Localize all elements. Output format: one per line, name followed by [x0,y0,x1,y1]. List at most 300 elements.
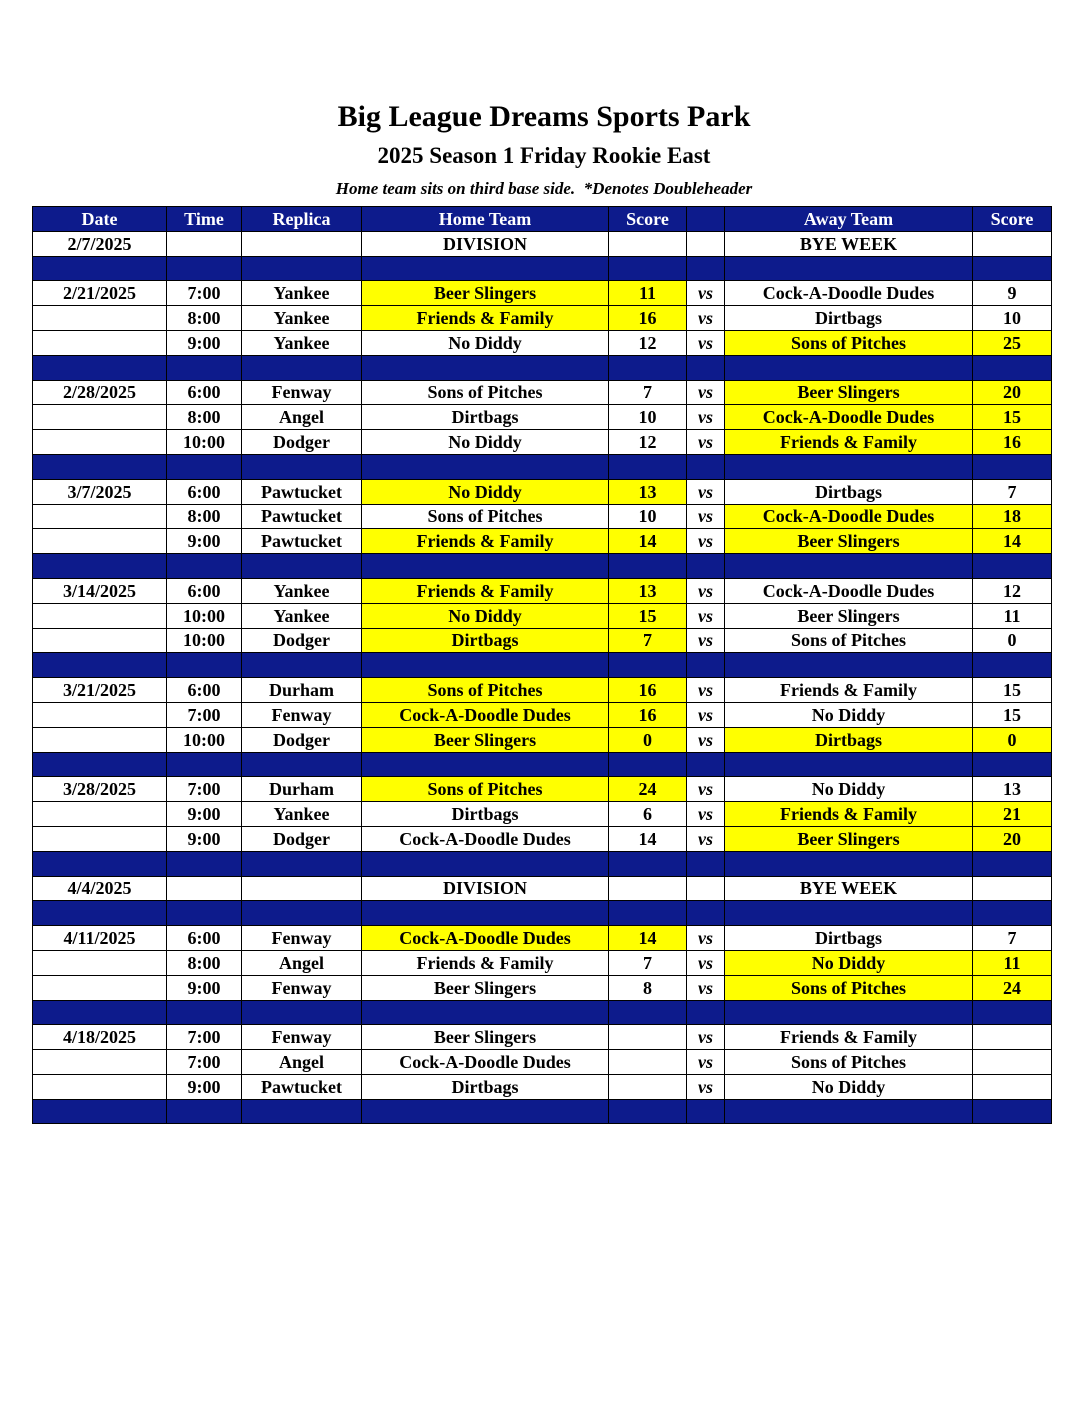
separator-cell [242,554,362,579]
home-team-cell: Beer Slingers [362,281,609,306]
away-team-cell: Sons of Pitches [725,628,973,653]
vs-cell: vs [687,430,725,455]
time-cell: 6:00 [167,926,242,951]
home-team-cell: Friends & Family [362,306,609,331]
home-score-cell: 24 [609,777,687,802]
away-score-cell [973,1050,1052,1075]
separator-cell [362,851,609,876]
vs-cell: vs [687,1074,725,1099]
replica-cell: Yankee [242,281,362,306]
separator-cell [167,1000,242,1025]
away-score-cell [973,876,1052,901]
away-score-cell: 21 [973,802,1052,827]
time-cell: 6:00 [167,678,242,703]
away-team-cell: BYE WEEK [725,231,973,256]
away-score-cell: 15 [973,702,1052,727]
home-score-cell [609,231,687,256]
date-cell [33,702,167,727]
vs-cell: vs [687,1025,725,1050]
vs-cell: vs [687,702,725,727]
separator-cell [362,653,609,678]
time-cell: 7:00 [167,1050,242,1075]
time-cell: 10:00 [167,727,242,752]
separator-cell [609,355,687,380]
away-team-cell: Dirtbags [725,306,973,331]
separator-cell [167,1099,242,1124]
away-score-cell: 0 [973,628,1052,653]
week-separator-row [33,256,1052,281]
away-score-cell: 24 [973,975,1052,1000]
home-team-cell: Cock-A-Doodle Dudes [362,826,609,851]
date-cell: 3/7/2025 [33,479,167,504]
separator-cell [609,653,687,678]
time-cell [167,231,242,256]
time-cell: 10:00 [167,628,242,653]
away-team-cell: Cock-A-Doodle Dudes [725,405,973,430]
home-score-cell: 8 [609,975,687,1000]
replica-cell: Pawtucket [242,479,362,504]
date-cell: 2/21/2025 [33,281,167,306]
vs-cell: vs [687,330,725,355]
separator-cell [362,1000,609,1025]
separator-cell [167,454,242,479]
away-team-cell: No Diddy [725,702,973,727]
separator-cell [609,1000,687,1025]
time-cell: 6:00 [167,578,242,603]
away-team-cell: Dirtbags [725,479,973,504]
vs-cell: vs [687,975,725,1000]
away-score-cell: 20 [973,380,1052,405]
time-cell [167,876,242,901]
separator-cell [973,554,1052,579]
away-score-cell: 7 [973,479,1052,504]
replica-cell [242,876,362,901]
game-row [33,603,1052,628]
separator-cell [687,256,725,281]
time-cell: 8:00 [167,306,242,331]
away-team-cell: Cock-A-Doodle Dudes [725,578,973,603]
away-team-cell: Beer Slingers [725,380,973,405]
home-team-cell: Dirtbags [362,628,609,653]
separator-cell [242,901,362,926]
separator-cell [687,1099,725,1124]
replica-cell: Pawtucket [242,1074,362,1099]
col-vs-header [687,207,725,232]
week-separator-row [33,901,1052,926]
replica-cell: Angel [242,950,362,975]
separator-cell [609,554,687,579]
date-cell [33,430,167,455]
col-away-team-header: Away Team [725,207,973,232]
schedule-table [32,206,1052,1124]
date-cell [33,405,167,430]
away-team-cell: Cock-A-Doodle Dudes [725,281,973,306]
away-team-cell: No Diddy [725,1074,973,1099]
separator-cell [33,1099,167,1124]
col-home-score-header: Score [609,207,687,232]
col-date-header: Date [33,207,167,232]
away-score-cell: 14 [973,529,1052,554]
replica-cell: Yankee [242,330,362,355]
home-team-cell: DIVISION [362,876,609,901]
separator-cell [687,851,725,876]
separator-cell [362,1099,609,1124]
home-score-cell: 7 [609,950,687,975]
vs-cell: vs [687,603,725,628]
separator-cell [609,851,687,876]
game-row [33,950,1052,975]
replica-cell: Fenway [242,926,362,951]
away-score-cell: 15 [973,405,1052,430]
replica-cell: Dodger [242,628,362,653]
week-separator-row [33,851,1052,876]
away-team-cell: Friends & Family [725,802,973,827]
time-cell: 6:00 [167,380,242,405]
week-separator-row [33,554,1052,579]
home-score-cell: 12 [609,330,687,355]
away-team-cell: Friends & Family [725,430,973,455]
replica-cell [242,231,362,256]
separator-cell [242,355,362,380]
date-cell [33,306,167,331]
game-row [33,1074,1052,1099]
time-cell: 8:00 [167,504,242,529]
page-title: Big League Dreams Sports Park [337,100,751,133]
away-score-cell: 7 [973,926,1052,951]
game-row [33,926,1052,951]
separator-cell [167,851,242,876]
replica-cell: Yankee [242,578,362,603]
time-cell: 8:00 [167,405,242,430]
home-score-cell: 7 [609,380,687,405]
date-cell [33,727,167,752]
date-cell: 4/18/2025 [33,1025,167,1050]
away-score-cell [973,231,1052,256]
home-team-cell: No Diddy [362,603,609,628]
separator-cell [725,1000,973,1025]
week-separator-row [33,355,1052,380]
home-score-cell: 16 [609,678,687,703]
away-score-cell: 15 [973,678,1052,703]
separator-cell [973,256,1052,281]
separator-cell [687,454,725,479]
home-score-cell: 14 [609,926,687,951]
date-cell [33,802,167,827]
vs-cell: vs [687,727,725,752]
home-team-cell: Friends & Family [362,529,609,554]
away-score-cell: 9 [973,281,1052,306]
away-score-cell: 12 [973,578,1052,603]
time-cell: 9:00 [167,802,242,827]
replica-cell: Pawtucket [242,529,362,554]
separator-cell [167,355,242,380]
separator-cell [973,1099,1052,1124]
separator-cell [33,454,167,479]
vs-cell: vs [687,380,725,405]
home-score-cell [609,876,687,901]
away-score-cell: 11 [973,603,1052,628]
away-team-cell: No Diddy [725,777,973,802]
separator-cell [725,851,973,876]
replica-cell: Angel [242,1050,362,1075]
home-score-cell: 7 [609,628,687,653]
away-score-cell: 10 [973,306,1052,331]
home-team-cell: No Diddy [362,479,609,504]
game-row [33,479,1052,504]
time-cell: 9:00 [167,1074,242,1099]
vs-cell: vs [687,504,725,529]
game-row [33,281,1052,306]
away-score-cell: 18 [973,504,1052,529]
home-team-cell: Dirtbags [362,405,609,430]
date-cell [33,330,167,355]
separator-cell [33,355,167,380]
separator-cell [167,901,242,926]
home-score-cell: 11 [609,281,687,306]
home-score-cell: 13 [609,578,687,603]
separator-cell [973,355,1052,380]
week-separator-row [33,653,1052,678]
replica-cell: Fenway [242,1025,362,1050]
time-cell: 9:00 [167,975,242,1000]
separator-cell [167,554,242,579]
replica-cell: Fenway [242,702,362,727]
separator-cell [242,851,362,876]
away-team-cell: Dirtbags [725,727,973,752]
home-score-cell: 12 [609,430,687,455]
away-team-cell: Beer Slingers [725,529,973,554]
separator-cell [973,454,1052,479]
away-team-cell: No Diddy [725,950,973,975]
separator-cell [973,1000,1052,1025]
game-row [33,727,1052,752]
home-team-cell: Cock-A-Doodle Dudes [362,702,609,727]
date-cell [33,1074,167,1099]
date-cell: 3/21/2025 [33,678,167,703]
vs-cell: vs [687,578,725,603]
replica-cell: Pawtucket [242,504,362,529]
game-row [33,306,1052,331]
date-cell [33,603,167,628]
home-score-cell [609,1074,687,1099]
away-team-cell: Sons of Pitches [725,330,973,355]
date-cell [33,504,167,529]
replica-cell: Yankee [242,603,362,628]
home-score-cell: 16 [609,306,687,331]
time-cell: 7:00 [167,281,242,306]
separator-cell [725,355,973,380]
bye-week-row [33,231,1052,256]
replica-cell: Durham [242,678,362,703]
separator-cell [725,554,973,579]
col-replica-header: Replica [242,207,362,232]
week-separator-row [33,1099,1052,1124]
separator-cell [33,554,167,579]
away-score-cell: 11 [973,950,1052,975]
schedule-note: Home team sits on third base side. *Denotes Doubleheader [335,179,753,198]
separator-cell [725,256,973,281]
separator-cell [33,752,167,777]
separator-cell [609,752,687,777]
separator-cell [362,355,609,380]
separator-cell [362,454,609,479]
col-home-team-header: Home Team [362,207,609,232]
separator-cell [609,1099,687,1124]
vs-cell [687,231,725,256]
time-cell: 7:00 [167,702,242,727]
col-away-score-header: Score [973,207,1052,232]
time-cell: 7:00 [167,1025,242,1050]
vs-cell: vs [687,628,725,653]
home-score-cell: 16 [609,702,687,727]
away-team-cell: Friends & Family [725,1025,973,1050]
home-score-cell: 15 [609,603,687,628]
separator-cell [609,901,687,926]
home-score-cell: 10 [609,405,687,430]
separator-cell [362,752,609,777]
home-team-cell: Cock-A-Doodle Dudes [362,1050,609,1075]
vs-cell: vs [687,306,725,331]
separator-cell [167,256,242,281]
separator-cell [687,554,725,579]
away-team-cell: Sons of Pitches [725,975,973,1000]
game-row [33,826,1052,851]
game-row [33,529,1052,554]
page-subtitle: 2025 Season 1 Friday Rookie East [377,143,711,168]
home-team-cell: Friends & Family [362,950,609,975]
home-team-cell: Sons of Pitches [362,504,609,529]
away-score-cell: 20 [973,826,1052,851]
vs-cell: vs [687,802,725,827]
vs-cell: vs [687,926,725,951]
replica-cell: Durham [242,777,362,802]
game-row [33,1025,1052,1050]
home-team-cell: DIVISION [362,231,609,256]
home-team-cell: Sons of Pitches [362,777,609,802]
separator-cell [242,1000,362,1025]
separator-cell [609,256,687,281]
replica-cell: Fenway [242,975,362,1000]
schedule-body [33,231,1052,1124]
separator-cell [167,653,242,678]
time-cell: 7:00 [167,777,242,802]
week-separator-row [33,454,1052,479]
home-team-cell: Dirtbags [362,1074,609,1099]
date-cell: 4/4/2025 [33,876,167,901]
game-row [33,578,1052,603]
vs-cell: vs [687,281,725,306]
home-team-cell: Beer Slingers [362,1025,609,1050]
date-cell: 3/14/2025 [33,578,167,603]
home-team-cell: Dirtbags [362,802,609,827]
separator-cell [33,1000,167,1025]
separator-cell [242,454,362,479]
vs-cell: vs [687,529,725,554]
vs-cell: vs [687,405,725,430]
game-row [33,1050,1052,1075]
separator-cell [33,256,167,281]
home-team-cell: Cock-A-Doodle Dudes [362,926,609,951]
game-row [33,380,1052,405]
week-separator-row [33,752,1052,777]
away-score-cell: 13 [973,777,1052,802]
home-team-cell: Sons of Pitches [362,678,609,703]
date-cell: 2/7/2025 [33,231,167,256]
date-cell [33,529,167,554]
date-cell [33,826,167,851]
game-row [33,405,1052,430]
separator-cell [362,256,609,281]
vs-cell: vs [687,950,725,975]
time-cell: 9:00 [167,826,242,851]
vs-cell: vs [687,777,725,802]
date-cell: 3/28/2025 [33,777,167,802]
separator-cell [687,355,725,380]
away-team-cell: Beer Slingers [725,826,973,851]
separator-cell [725,653,973,678]
time-cell: 6:00 [167,479,242,504]
separator-cell [33,653,167,678]
time-cell: 8:00 [167,950,242,975]
time-cell: 10:00 [167,603,242,628]
replica-cell: Dodger [242,727,362,752]
away-team-cell: Sons of Pitches [725,1050,973,1075]
separator-cell [725,1099,973,1124]
replica-cell: Yankee [242,306,362,331]
separator-cell [242,256,362,281]
game-row [33,330,1052,355]
separator-cell [687,1000,725,1025]
away-team-cell: BYE WEEK [725,876,973,901]
week-separator-row [33,1000,1052,1025]
game-row [33,702,1052,727]
game-row [33,504,1052,529]
replica-cell: Angel [242,405,362,430]
header-row [33,207,1052,232]
replica-cell: Dodger [242,826,362,851]
home-team-cell: No Diddy [362,430,609,455]
game-row [33,777,1052,802]
vs-cell: vs [687,678,725,703]
home-team-cell: Sons of Pitches [362,380,609,405]
away-team-cell: Beer Slingers [725,603,973,628]
away-score-cell [973,1025,1052,1050]
separator-cell [242,752,362,777]
home-team-cell: Beer Slingers [362,727,609,752]
separator-cell [687,653,725,678]
home-score-cell: 0 [609,727,687,752]
home-score-cell [609,1050,687,1075]
separator-cell [33,901,167,926]
game-row [33,678,1052,703]
separator-cell [973,752,1052,777]
game-row [33,430,1052,455]
away-score-cell: 25 [973,330,1052,355]
date-cell [33,1050,167,1075]
separator-cell [33,851,167,876]
game-row [33,628,1052,653]
separator-cell [362,554,609,579]
away-score-cell [973,1074,1052,1099]
replica-cell: Yankee [242,802,362,827]
away-score-cell: 16 [973,430,1052,455]
date-cell: 4/11/2025 [33,926,167,951]
home-team-cell: Beer Slingers [362,975,609,1000]
vs-cell: vs [687,826,725,851]
separator-cell [362,901,609,926]
game-row [33,802,1052,827]
vs-cell: vs [687,1050,725,1075]
